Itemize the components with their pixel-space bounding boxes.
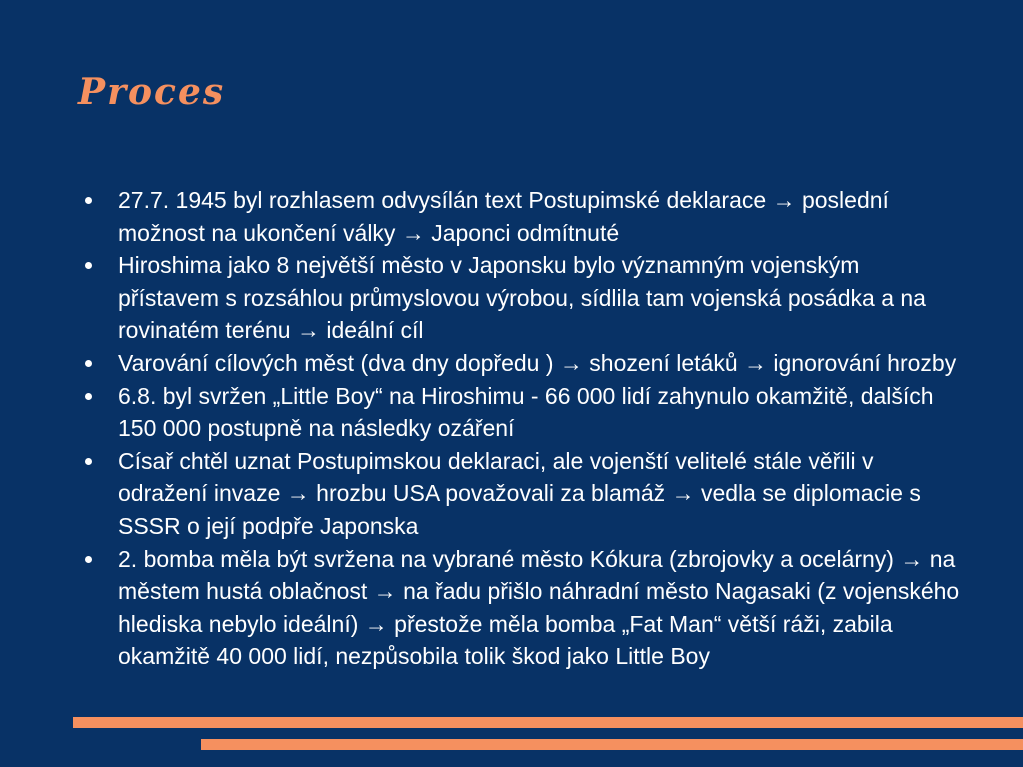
slide-title: Proces (78, 71, 226, 113)
decorative-stripe-top (73, 717, 1023, 728)
bullet-dot-icon (85, 262, 92, 269)
bullet-item (82, 347, 962, 380)
bullet-dot-icon (85, 360, 92, 367)
bullet-list (82, 184, 962, 673)
bullet-dot-icon (85, 393, 92, 400)
bullet-dot-icon (85, 458, 92, 465)
bullet-text: 27.7. 1945 byl rozhlasem odvysílán text Postupimské deklarace → poslední možnost na ukončení války → Japonci odmítnuté (118, 187, 889, 246)
bullet-text: 6.8. byl svržen „Little Boy“ na Hiroshimu - 66 000 lidí zahynulo okamžitě, dalších 150 000 postupně na následky ozáření (118, 382, 934, 442)
bullet-text: Hiroshima jako 8 největší město v Japonsku bylo významným vojenským přístavem s rozsáhlou průmyslovou výrobou, sídlila tam vojenská posádka a na rovinatém terénu → ideální cíl (118, 252, 926, 344)
bullet-dot-icon (85, 197, 92, 204)
bullet-dot-icon (85, 556, 92, 563)
bullet-text: Císař chtěl uznat Postupimskou deklaraci, ale vojenští velitelé stále věřili v odražení invaze → hrozbu USA považovali za blamáž → vedla se diplomacie s SSSR o její podpře Japonska (118, 447, 921, 539)
bullet-text: Varování cílových měst (dva dny dopředu ) → shození letáků → ignorování hrozby (118, 349, 957, 376)
bullet-item (82, 445, 962, 543)
bullet-item (82, 380, 962, 445)
bullet-text: 2. bomba měla být svržena na vybrané město Kókura (zbrojovky a ocelárny) → na městem hustá oblačnost → na řadu přišlo náhradní město Nagasaki (z vojenského hlediska nebylo ideální) → přestože měla bomba „Fat Man“ větší ráži, zabila okamžitě 40 000 lidí, nezpůsobila tolik škod jako Little Boy (118, 545, 960, 670)
bullet-item (82, 249, 962, 347)
bullet-item (82, 184, 962, 249)
decorative-stripe-bottom (201, 739, 1023, 750)
bullet-item (82, 543, 962, 673)
